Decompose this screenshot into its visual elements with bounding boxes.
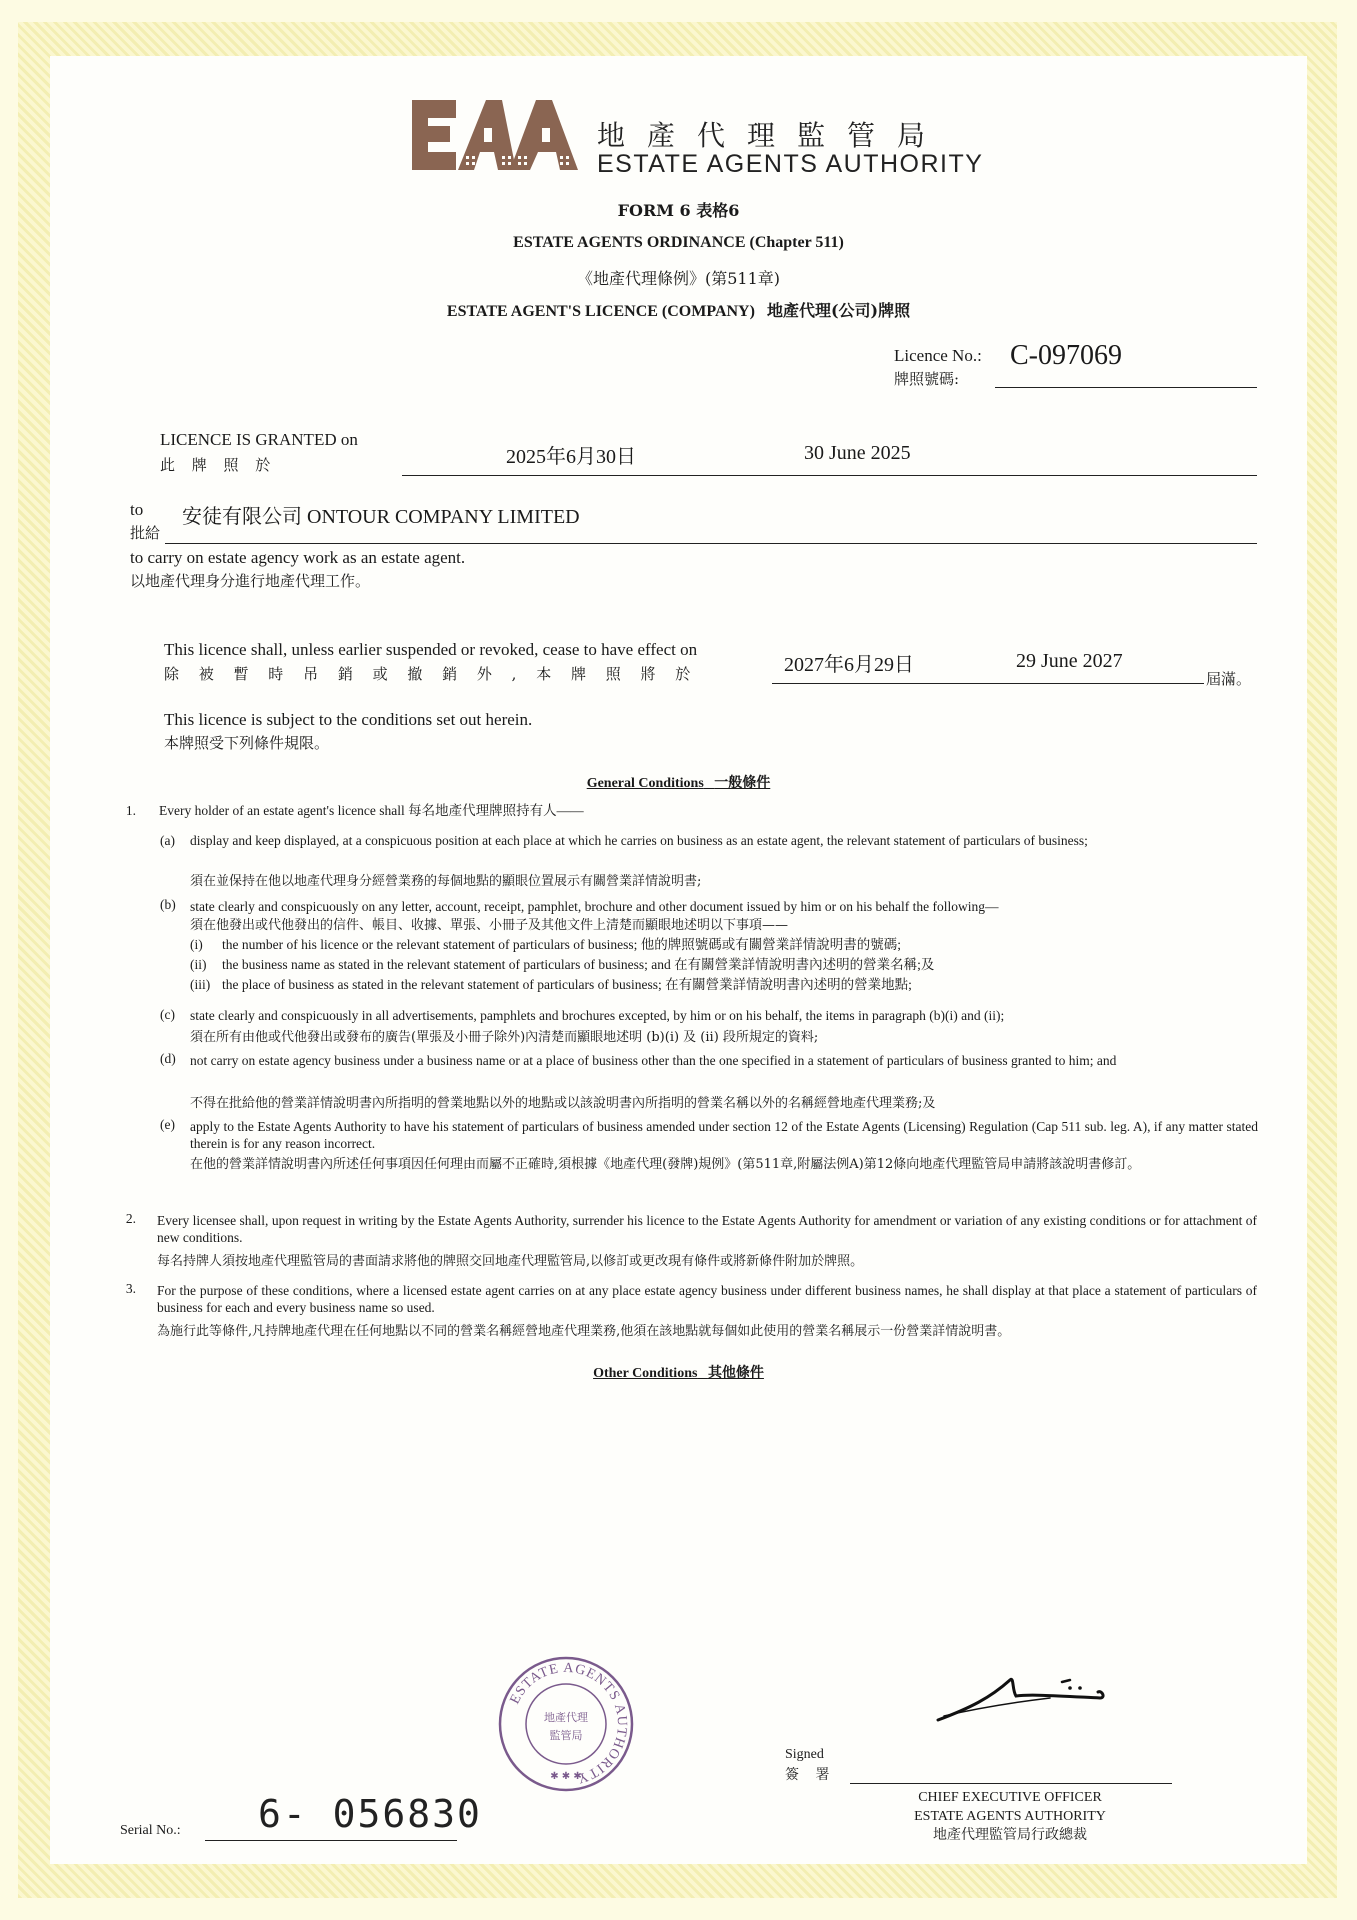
condition-1b-en: state clearly and conspicuously on any letter, account, receipt, pamphlet, brochure and other document issued by him or on his behalf the following—: [190, 899, 999, 914]
condition-1c-number: (c): [160, 1007, 175, 1022]
ordinance-title-cn: 《地產代理條例》(第511章): [576, 269, 781, 288]
officer-block: [850, 1788, 1170, 1845]
condition-2-number: 2.: [125, 1211, 136, 1226]
grantee-label-en: to: [130, 500, 144, 519]
svg-text:✱ ✱ ✱: ✱ ✱ ✱: [550, 1771, 582, 1782]
grantee-name: 安徒有限公司 ONTOUR COMPANY LIMITED: [182, 506, 580, 528]
condition-1c-cn: 須在所有由他或代他發出或發布的廣告(單張及小冊子除外)內清楚而顯眼地述明 (b)(i) 及 (ii) 段所規定的資料;: [190, 1030, 819, 1045]
other-conditions-title: Other Conditions 其他條件: [593, 1365, 764, 1381]
condition-1b-i-number: (i): [190, 937, 203, 952]
seal-ring-text: ESTATE AGENTS AUTHORITY: [507, 1660, 630, 1786]
licence-no-value: C-097069: [1010, 340, 1122, 371]
subject-en: This licence is subject to the conditions set out herein.: [164, 710, 533, 729]
expiry-date-cn: 2027年6月29日: [784, 654, 914, 676]
expiry-suffix-cn: 屆滿。: [1206, 670, 1252, 688]
signature-icon: [930, 1660, 1130, 1730]
granted-date-cn: 2025年6月30日: [506, 446, 636, 468]
ordinance-title-en: ESTATE AGENTS ORDINANCE (Chapter 511): [513, 234, 844, 251]
licence-no-label-cn: 牌照號碼:: [894, 370, 960, 388]
licence-type-cn: 地產代理(公司)牌照: [766, 301, 911, 320]
granted-label-cn: 此 牌 照 於: [160, 456, 277, 474]
granted-label-en: LICENCE IS GRANTED on: [160, 430, 358, 449]
condition-1b-ii-number: (ii): [190, 957, 207, 972]
officer-title-cn: 地產代理監管局行政總裁: [933, 1827, 1087, 1843]
condition-1d-cn: 不得在批給他的營業詳情說明書內所指明的營業地點以外的地點或以該說明書內所指明的營業名稱以外的名稱經營地產代理業務;及: [190, 1096, 936, 1111]
condition-1b-i: the number of his licence or the relevant statement of particulars of business; 他的牌照號碼或有關營業詳情說明書的號碼;: [222, 937, 901, 952]
condition-3-cn: 為施行此等條件,凡持牌地產代理在任何地點以不同的營業名稱經營地產代理業務,他須在該地點就每個如此使用的營業名稱展示一份營業詳情說明書。: [157, 1324, 1011, 1339]
condition-1b-number: (b): [160, 897, 176, 912]
authority-name-cn: 地產代理監管局: [597, 119, 948, 152]
condition-1a-en: display and keep displayed, at a conspicuous position at each place at which he carries on business as an estate agent, the relevant statement of particulars of business;: [190, 833, 1088, 848]
condition-1-text: Every holder of an estate agent's licence shall 每名地產代理牌照持有人——: [159, 803, 584, 818]
condition-1-number: 1.: [125, 803, 136, 818]
licence-no-underline: [995, 387, 1257, 388]
serial-no-label: Serial No.:: [120, 1823, 181, 1838]
condition-3-en: For the purpose of these conditions, where a licensed estate agent carries on at any place estate agency business under different business names, he shall display at that place a statement of particulars of business for each and every business name so used.: [157, 1283, 1257, 1315]
expiry-label-cn: 除 被 暫 時 吊 銷 或 撤 銷 外 , 本 牌 照 將 於: [164, 665, 698, 683]
eaa-logo-icon: [410, 98, 580, 174]
condition-1e-en: apply to the Estate Agents Authority to have his statement of particulars of business amended under section 12 of the Estate Agents (Licensing) Regulation (Cap 511 sub. leg. A), if any matter stated therein is for any reason incorrect.: [190, 1119, 1258, 1151]
authority-seal-icon: [497, 1655, 635, 1793]
condition-1b-iii: the place of business as stated in the relevant statement of particulars of business; 在有關營業詳情說明書內述明的營業地點;: [222, 977, 912, 992]
licence-type-en: ESTATE AGENT'S LICENCE (COMPANY): [446, 303, 755, 320]
purpose-en: to carry on estate agency work as an estate agent.: [130, 548, 466, 567]
authority-name-en: ESTATE AGENTS AUTHORITY: [597, 150, 984, 178]
general-conditions-title: General Conditions 一般條件: [586, 775, 771, 791]
condition-1e-cn: 在他的營業詳情說明書內所述任何事項因任何理由而屬不正確時,須根據《地產代理(發牌)規例》(第511章,附屬法例A)第12條向地產代理監管局申請將該說明書修訂。: [190, 1157, 1141, 1172]
officer-title: CHIEF EXECUTIVE OFFICER: [918, 1790, 1102, 1805]
condition-1d-number: (d): [160, 1051, 176, 1066]
condition-1c-en: state clearly and conspicuously in all advertisements, pamphlets and brochures excepted, by him or on his behalf, the items in paragraph (b)(i) and (ii);: [190, 1008, 1005, 1023]
granted-date-en: 30 June 2025: [804, 442, 911, 464]
signed-label-cn: 簽 署: [785, 1767, 836, 1783]
grantee-label-cn: 批給: [130, 524, 161, 542]
form-number: FORM 6 表格6: [617, 201, 740, 220]
expiry-date-en: 29 June 2027: [1016, 650, 1123, 672]
officer-org: ESTATE AGENTS AUTHORITY: [914, 1809, 1106, 1824]
purpose-cn: 以地產代理身分進行地產代理工作。: [130, 572, 371, 590]
subject-cn: 本牌照受下列條件規限。: [164, 734, 330, 752]
seal-center-line2: 監管局: [549, 1729, 583, 1742]
grantee-underline: [165, 543, 1257, 544]
condition-2-cn: 每名持牌人須按地產代理監管局的書面請求將他的牌照交回地產代理監管局,以修訂或更改現有條件或將新條件附加於牌照。: [157, 1254, 864, 1269]
condition-1a-cn: 須在並保持在他以地產代理身分經營業務的每個地點的顯眼位置展示有關營業詳情說明書;: [190, 874, 702, 889]
condition-1e-number: (e): [160, 1117, 175, 1132]
condition-3-number: 3.: [125, 1281, 136, 1296]
expiry-label-en: This licence shall, unless earlier suspended or revoked, cease to have effect on: [164, 640, 698, 659]
serial-no-value: 6- 056830: [258, 1792, 482, 1836]
condition-1a-number: (a): [160, 833, 175, 848]
condition-1b-iii-number: (iii): [190, 977, 211, 992]
seal-center-line1: 地產代理: [544, 1711, 588, 1724]
condition-2-en: Every licensee shall, upon request in writing by the Estate Agents Authority, surrender his licence to the Estate Agents Authority for amendment or variation of any existing conditions or for attachment of new conditions.: [157, 1213, 1257, 1245]
condition-1b-ii: the business name as stated in the relevant statement of particulars of business; and 在有關營業詳情說明書內述明的營業名稱;及: [222, 957, 935, 972]
signed-label-en: Signed: [785, 1747, 824, 1762]
serial-underline: [205, 1840, 457, 1841]
signature-underline: [850, 1783, 1172, 1784]
condition-1b-cn: 須在他發出或代他發出的信件、帳目、收據、單張、小冊子及其他文件上清楚而顯眼地述明以下事項——: [190, 918, 789, 933]
granted-underline: [402, 475, 1257, 476]
expiry-underline: [772, 683, 1204, 684]
condition-1d-en: not carry on estate agency business under a business name or at a place of business other than the one specified in a statement of particulars of business granted to him; and: [190, 1053, 1117, 1068]
licence-no-label-en: Licence No.:: [894, 346, 982, 365]
licence-type: [200, 298, 1157, 321]
